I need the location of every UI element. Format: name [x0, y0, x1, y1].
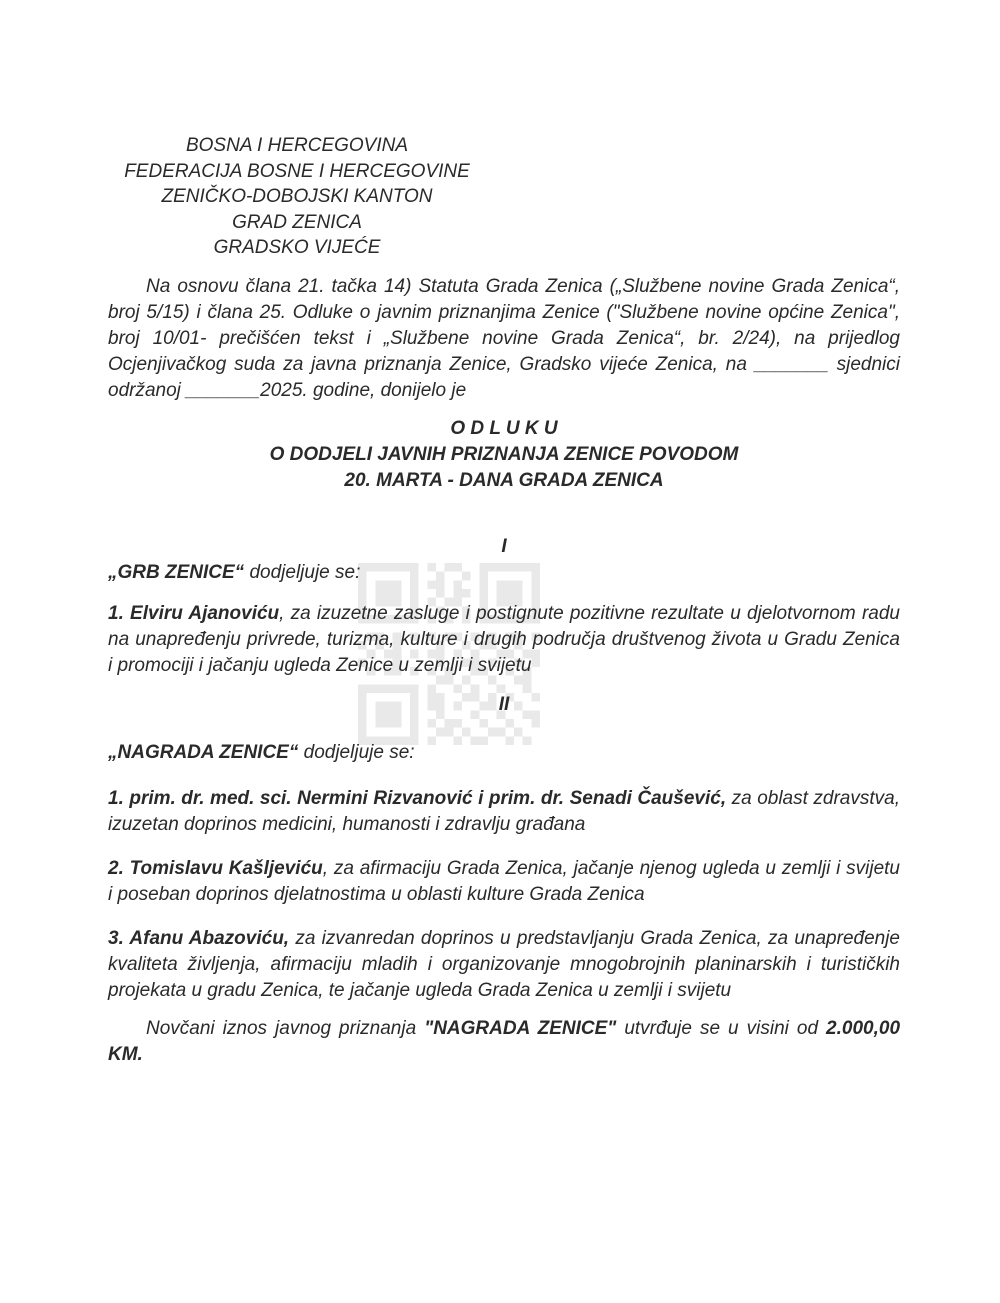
closing-prefix: Novčani iznos javnog priznanja — [146, 1017, 425, 1039]
recipient-citation: za izvanredan doprinos u predstavljanju Grada Zenica, za unapređenje kvaliteta življenja, afirmaciju mladih i organizovanje mnogobrojnih planinarskih i turističkih projekata u gradu Zenica, te jačanje ugleda Grada Zenica u zemlji i svijetu — [108, 927, 900, 1001]
section-2-award-clause: dodjeljuje se: — [298, 741, 415, 763]
document-content — [108, 0, 900, 1068]
letterhead-line-country: BOSNA I HERCEGOVINA — [185, 135, 409, 156]
closing-middle: utvrđuje se u visini od — [616, 1017, 827, 1039]
section-2-award-line — [108, 740, 900, 766]
letterhead — [108, 133, 486, 261]
recipient-citation: , za afirmaciju Grada Zenica, jačanje njenog ugleda u zemlji i svijetu i poseban doprinos djelatnostima u oblasti kulture Grada Zenica — [108, 857, 900, 905]
letterhead-line-federation: FEDERACIJA BOSNE I HERCEGOVINE — [124, 160, 470, 182]
recipient-item — [108, 926, 900, 1004]
recipient-name: 1. prim. dr. med. sci. Nermini Rizvanović i prim. dr. Senadi Čaušević, — [108, 787, 727, 809]
letterhead-line-canton: ZENIČKO-DOBOJSKI KANTON — [161, 186, 433, 207]
section-1-award-line — [108, 560, 900, 586]
section-1-award-clause: dodjeljuje se: — [244, 561, 361, 583]
decision-title-line-1: O D L U K U — [450, 417, 558, 439]
letterhead-line-city: GRAD ZENICA — [232, 211, 362, 233]
recipient-item — [108, 786, 900, 838]
recipient-item — [108, 601, 900, 679]
recipient-name: 1. Elviru Ajanoviću — [108, 602, 280, 624]
intro-paragraph: Na osnovu člana 21. tačka 14) Statuta Grada Zenica („Službene novine Grada Zenica“, broj 5/15) i člana 25. Odluke o javnim priznanjima Zenice ("Službene novine općine Zenica", broj 10/01- prečišćen tekst i „Službene novine Grada Zenica“, br. 2/24), na prijedlog Ocjenjivačkog suda za javna priznanja Zenice, Gradsko vijeće Zenica, na _______ sjednici održanoj _______2025. godine, donijelo je — [108, 275, 900, 401]
recipient-name: 3. Afanu Abazoviću, — [108, 927, 290, 949]
prize-amount: 2.000,00 KM. — [108, 1017, 901, 1065]
section-1-award-name: „GRB ZENICE“ — [108, 561, 245, 583]
recipient-item — [108, 856, 900, 908]
decision-title-line-3: 20. MARTA - DANA GRADA ZENICA — [344, 469, 664, 491]
closing-award-name: "NAGRADA ZENICE" — [424, 1017, 617, 1039]
section-2-numeral: II — [498, 693, 510, 715]
recipient-citation: , za izuzetne zasluge i postignute pozitivne rezultate u djelotvornom radu na unapređenju privrede, turizma, kulture i drugih područja društvenog života u Gradu Zenica i promociji i jačanju ugleda Zenice u zemlji i svijetu — [108, 602, 900, 676]
decision-title — [108, 416, 900, 494]
letterhead-line-council: GRADSKO VIJEĆE — [213, 237, 381, 258]
recipient-citation: za oblast zdravstva, izuzetan doprinos medicini, humanosti i zdravlju građana — [108, 787, 900, 835]
section-1-numeral: I — [501, 535, 507, 557]
decision-title-line-2: O DODJELI JAVNIH PRIZNANJA ZENICE POVODOM — [269, 443, 739, 465]
recipient-name: 2. Tomislavu Kašljeviću — [108, 857, 323, 879]
closing-paragraph — [108, 1016, 900, 1068]
section-2-award-name: „NAGRADA ZENICE“ — [108, 741, 299, 763]
